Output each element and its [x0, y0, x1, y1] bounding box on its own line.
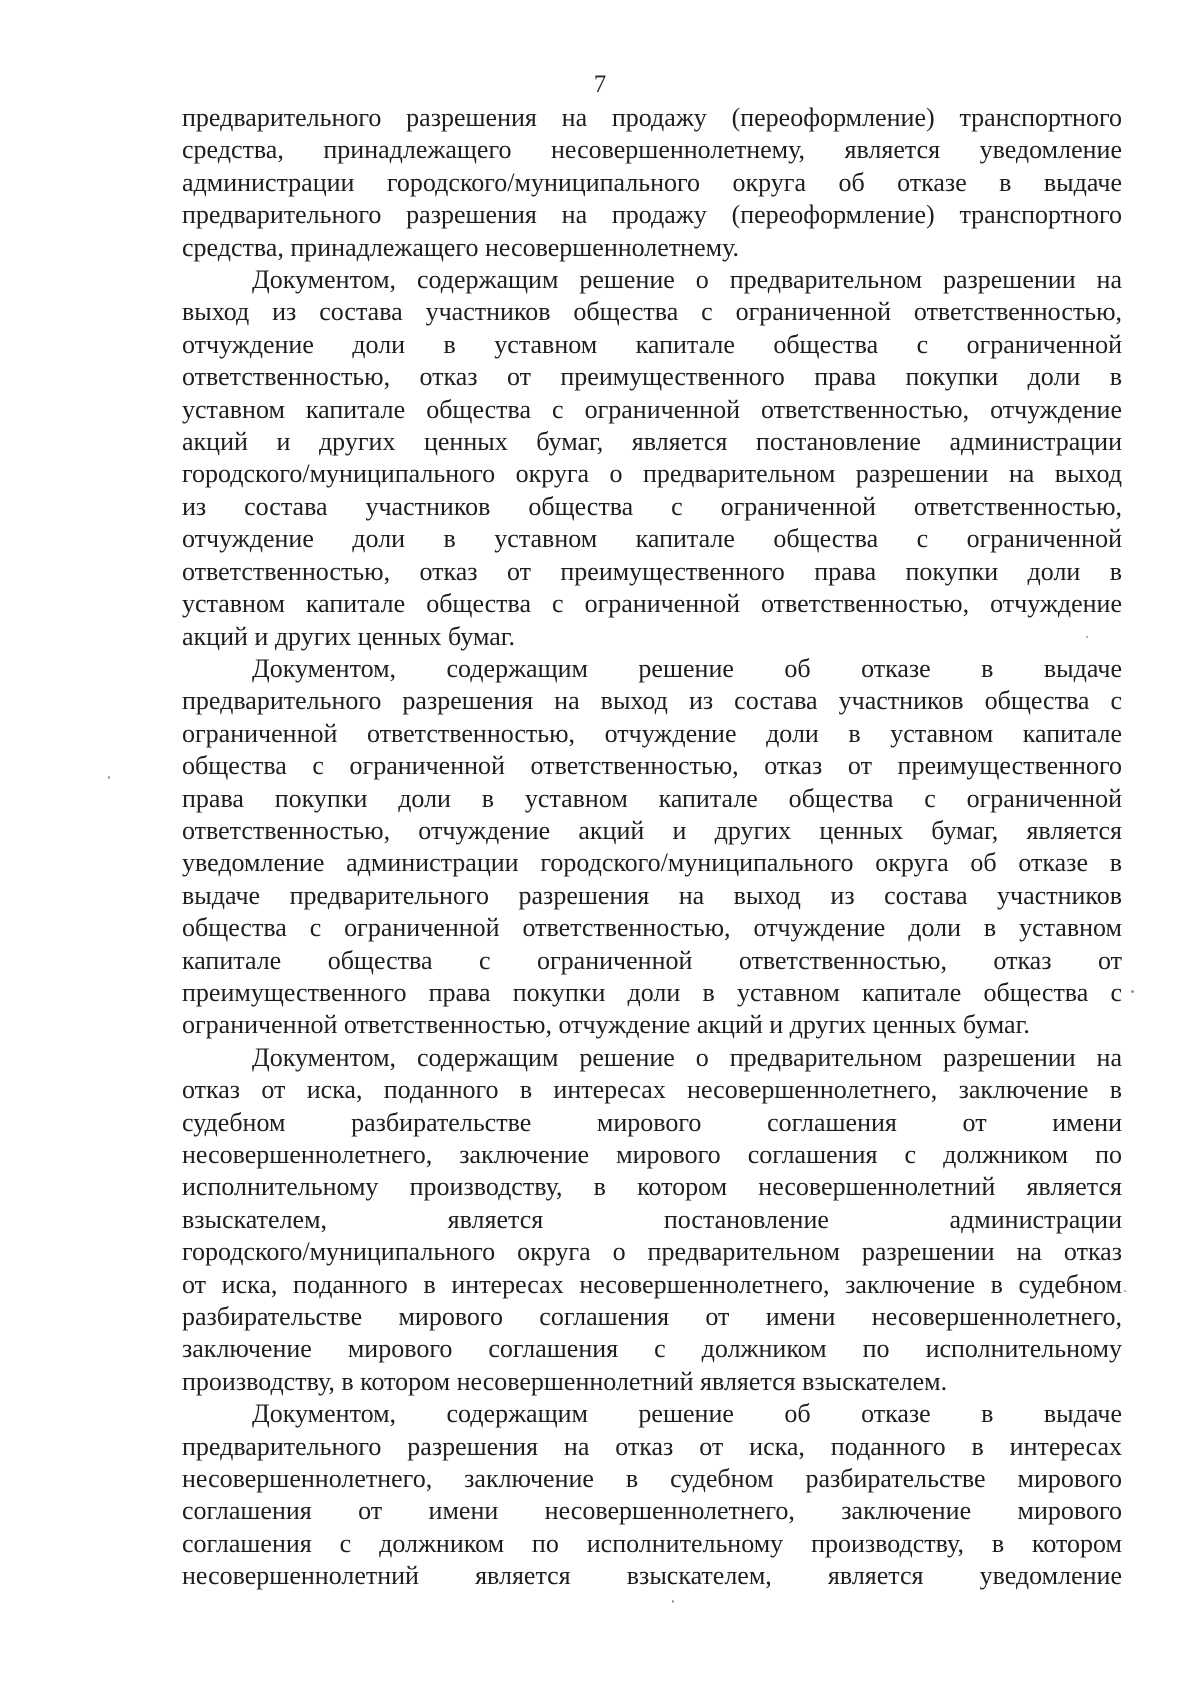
text-line: уставном капитале общества с ограниченной ответственностью, отчуждение — [182, 394, 1122, 424]
document-body — [182, 102, 1122, 1593]
text-line: городского/муниципального округа о предварительном разрешении на отказ — [182, 1237, 1122, 1267]
text-line: соглашения с должником по исполнительному производству, в котором — [182, 1528, 1122, 1558]
text-line: Документом, содержащим решение о предварительном разрешении на — [252, 1042, 1122, 1072]
scan-speck — [1124, 1290, 1126, 1292]
text-line: ответственностью, отказ от преимущественного права покупки доли в — [182, 362, 1122, 392]
text-line: общества с ограниченной ответственностью, отчуждение доли в уставном — [182, 913, 1122, 943]
text-line: администрации городского/муниципального округа об отказе в выдаче — [182, 167, 1122, 197]
text-line: ограниченной ответственностью, отчуждение доли в уставном капитале — [182, 718, 1122, 748]
text-line: средства, принадлежащего несовершеннолетнему, является уведомление — [182, 135, 1122, 165]
scan-speck — [672, 1600, 674, 1603]
scan-speck — [1131, 990, 1134, 993]
scan-speck — [1086, 636, 1088, 638]
text-line: Документом, содержащим решение об отказе в выдаче — [252, 653, 1122, 683]
text-line: Документом, содержащим решение о предварительном разрешении на — [252, 265, 1122, 295]
page-number: 7 — [593, 71, 607, 98]
text-line: предварительного разрешения на продажу (переоформление) транспортного — [182, 103, 1122, 132]
text-line: предварительного разрешения на отказ от иска, поданного в интересах — [182, 1431, 1122, 1461]
scan-speck — [108, 776, 110, 779]
text-line: взыскателем, является постановление администрации — [182, 1204, 1122, 1234]
text-line: городского/муниципального округа о предварительном разрешении на выход — [182, 459, 1122, 489]
paragraph-4 — [182, 1042, 1122, 1398]
paragraph-2 — [182, 264, 1122, 653]
text-line: общества с ограниченной ответственностью, отказ от преимущественного — [182, 751, 1122, 781]
text-line: разбирательстве мирового соглашения от имени несовершеннолетнего, — [182, 1302, 1122, 1332]
text-line: заключение мирового соглашения с должником по исполнительному — [182, 1334, 1122, 1364]
text-line: соглашения от имени несовершеннолетнего, заключение мирового — [182, 1496, 1122, 1526]
text-line: производству, в котором несовершеннолетний является взыскателем. — [182, 1366, 948, 1396]
paragraph-5 — [182, 1398, 1122, 1592]
text-line: ограниченной ответственностью, отчуждение акций и других ценных бумаг. — [182, 1010, 1030, 1040]
text-line: акций и других ценных бумаг. — [182, 621, 515, 651]
text-line: ответственностью, отчуждение акций и других ценных бумаг, является — [182, 815, 1122, 845]
text-line: преимущественного права покупки доли в уставном капитале общества с — [182, 977, 1122, 1007]
text-line: Документом, содержащим решение об отказе в выдаче — [252, 1399, 1122, 1429]
text-line: отказ от иска, поданного в интересах несовершеннолетнего, заключение в — [182, 1075, 1122, 1105]
text-line: выход из состава участников общества с ограниченной ответственностью, — [182, 297, 1122, 327]
text-line: несовершеннолетний является взыскателем, является уведомление — [182, 1561, 1122, 1591]
text-line: уведомление администрации городского/муниципального округа об отказе в — [182, 848, 1122, 878]
text-line: из состава участников общества с ограниченной ответственностью, — [182, 491, 1122, 521]
text-line: ответственностью, отказ от преимущественного права покупки доли в — [182, 556, 1122, 586]
text-line: выдаче предварительного разрешения на выход из состава участников — [182, 880, 1122, 910]
text-line: от иска, поданного в интересах несовершеннолетнего, заключение в судебном — [182, 1269, 1122, 1299]
text-line: несовершеннолетнего, заключение в судебном разбирательстве мирового — [182, 1464, 1122, 1494]
paragraph-1 — [182, 102, 1122, 264]
text-line: права покупки доли в уставном капитале общества с ограниченной — [182, 783, 1122, 813]
text-line: судебном разбирательстве мирового соглашения от имени — [182, 1107, 1122, 1137]
text-line: несовершеннолетнего, заключение мирового соглашения с должником по — [182, 1140, 1122, 1169]
text-line: отчуждение доли в уставном капитале общества с ограниченной — [182, 329, 1122, 359]
text-line: уставном капитале общества с ограниченной ответственностью, отчуждение — [182, 589, 1122, 619]
text-line: акций и других ценных бумаг, является постановление администрации — [182, 427, 1122, 457]
paragraph-3 — [182, 653, 1122, 1042]
text-line: предварительного разрешения на продажу (переоформление) транспортного — [182, 200, 1122, 230]
text-line: средства, принадлежащего несовершеннолетнему. — [182, 232, 739, 262]
text-line: исполнительному производству, в котором несовершеннолетний является — [182, 1172, 1122, 1202]
text-line: отчуждение доли в уставном капитале общества с ограниченной — [182, 524, 1122, 554]
text-line: капитале общества с ограниченной ответственностью, отказ от — [182, 945, 1122, 975]
text-line: предварительного разрешения на выход из состава участников общества с — [182, 686, 1122, 716]
